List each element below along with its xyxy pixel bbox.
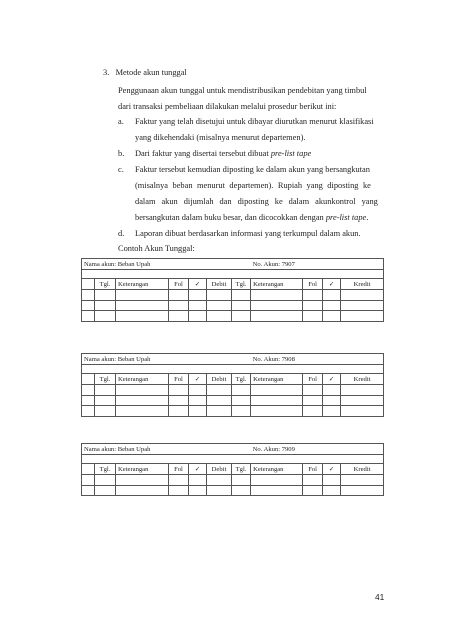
- entry-cell: [323, 300, 341, 311]
- empty-entry-row: [82, 290, 384, 301]
- entry-cell: [189, 395, 207, 406]
- entry-cell: [341, 300, 384, 311]
- col-header: Debit: [207, 279, 232, 290]
- col-header: Kredit: [341, 464, 384, 475]
- column-header-row: [82, 464, 384, 475]
- entry-cell: [82, 311, 95, 322]
- col-header: Tgl.: [95, 374, 116, 385]
- entry-cell: [169, 485, 189, 496]
- entry-cell: [95, 311, 116, 322]
- entry-cell: [207, 290, 232, 301]
- entry-cell: [95, 395, 116, 406]
- col-header: Keterangan: [251, 279, 303, 290]
- account-table: [81, 353, 384, 417]
- entry-cell: [251, 475, 303, 486]
- entry-cell: [323, 290, 341, 301]
- entry-cell: [189, 300, 207, 311]
- entry-cell: [207, 300, 232, 311]
- section-heading: [103, 67, 187, 78]
- entry-cell: [116, 485, 169, 496]
- col-header: Debit: [207, 374, 232, 385]
- spacer-row: [82, 365, 384, 374]
- entry-cell: [303, 290, 323, 301]
- account-name: Nama akun: Beban Upah: [82, 354, 251, 365]
- entry-cell: [303, 395, 323, 406]
- entry-cell: [169, 311, 189, 322]
- empty-entry-row: [82, 395, 384, 406]
- col-header: ✓: [323, 374, 341, 385]
- col-header: Tgl.: [232, 279, 251, 290]
- col-header: Tgl.: [95, 279, 116, 290]
- entry-cell: [303, 406, 323, 417]
- entry-cell: [169, 300, 189, 311]
- col-header: Kredit: [341, 374, 384, 385]
- entry-cell: [95, 406, 116, 417]
- entry-cell: [251, 485, 303, 496]
- entry-cell: [169, 395, 189, 406]
- entry-cell: [82, 475, 95, 486]
- entry-cell: [323, 385, 341, 396]
- entry-cell: [189, 385, 207, 396]
- entry-cell: [232, 406, 251, 417]
- empty-entry-row: [82, 475, 384, 486]
- entry-cell: [116, 475, 169, 486]
- col-header: Fol: [169, 374, 189, 385]
- entry-cell: [169, 385, 189, 396]
- entry-cell: [82, 395, 95, 406]
- empty-entry-row: [82, 406, 384, 417]
- entry-cell: [251, 406, 303, 417]
- entry-cell: [207, 475, 232, 486]
- step-a-line-2: yang dikehendaki (misalnya menurut departemen).: [135, 133, 306, 142]
- step-c-line-4-italic: pre-list tape: [325, 213, 367, 222]
- col-header: Fol: [303, 464, 323, 475]
- step-c-line-4: [135, 212, 368, 223]
- account-name: Nama akun: Beban Upah: [82, 444, 251, 455]
- entry-cell: [251, 385, 303, 396]
- col-header: ✓: [189, 279, 207, 290]
- step-c-line-1: Faktur tersebut kemudian diposting ke dalam akun yang bersangkutan: [135, 165, 370, 174]
- entry-cell: [323, 485, 341, 496]
- step-d-text: Laporan dibuat berdasarkan informasi yang terkumpul dalam akun.: [135, 229, 361, 238]
- entry-cell: [341, 485, 384, 496]
- entry-cell: [323, 395, 341, 406]
- entry-cell: [341, 311, 384, 322]
- col-header: Fol: [303, 279, 323, 290]
- entry-cell: [207, 311, 232, 322]
- entry-cell: [232, 290, 251, 301]
- col-header: ✓: [323, 279, 341, 290]
- section-number: 3.: [103, 68, 110, 77]
- entry-cell: [341, 475, 384, 486]
- entry-cell: [207, 395, 232, 406]
- entry-cell: [189, 290, 207, 301]
- entry-cell: [232, 485, 251, 496]
- step-c-line-4-plain: bersangkutan dalam buku besar, dan dicocokkan dengan: [135, 213, 326, 222]
- entry-cell: [189, 475, 207, 486]
- page-number: 41: [375, 592, 385, 602]
- entry-cell: [341, 395, 384, 406]
- entry-cell: [303, 385, 323, 396]
- entry-cell: [232, 395, 251, 406]
- entry-cell: [169, 290, 189, 301]
- entry-cell: [251, 311, 303, 322]
- col-header: Keterangan: [251, 374, 303, 385]
- entry-cell: [341, 406, 384, 417]
- entry-cell: [303, 485, 323, 496]
- empty-entry-row: [82, 300, 384, 311]
- entry-cell: [82, 300, 95, 311]
- empty-entry-row: [82, 385, 384, 396]
- entry-cell: [116, 385, 169, 396]
- col-header: Keterangan: [116, 374, 169, 385]
- col-header: Kredit: [341, 279, 384, 290]
- step-a-line-1: Faktur yang telah disetujui untuk dibayar diurutkan menurut klasifikasi: [135, 117, 374, 126]
- entry-cell: [95, 290, 116, 301]
- entry-cell: [116, 406, 169, 417]
- spacer-row: [82, 455, 384, 464]
- entry-cell: [82, 290, 95, 301]
- entry-cell: [303, 300, 323, 311]
- entry-cell: [82, 385, 95, 396]
- col-header: Tgl.: [95, 464, 116, 475]
- entry-cell: [341, 290, 384, 301]
- entry-cell: [323, 475, 341, 486]
- account-number: No. Akun: 7908: [251, 354, 384, 365]
- col-header: Fol: [303, 374, 323, 385]
- entry-cell: [95, 300, 116, 311]
- entry-cell: [189, 311, 207, 322]
- account-number: No. Akun: 7909: [251, 444, 384, 455]
- entry-cell: [303, 475, 323, 486]
- entry-cell: [207, 485, 232, 496]
- entry-cell: [116, 395, 169, 406]
- step-c-line-3: dalam akun dijumlah dan diposting ke dalam akunkontrol yang: [135, 197, 378, 206]
- step-a-marker: a.: [118, 117, 124, 126]
- col-header: Tgl.: [232, 464, 251, 475]
- section-title: Metode akun tunggal: [115, 68, 187, 77]
- entry-cell: [116, 300, 169, 311]
- entry-cell: [95, 485, 116, 496]
- account-table: [81, 258, 384, 322]
- entry-cell: [232, 300, 251, 311]
- entry-cell: [207, 406, 232, 417]
- step-b-plain: Dari faktur yang disertai tersebut dibuat: [135, 149, 271, 158]
- step-b-text: [135, 148, 311, 159]
- indent-cell: [82, 464, 95, 475]
- step-c-line-2: (misalnya beban menurut departemen). Rupiah yang diposting ke: [135, 181, 371, 190]
- entry-cell: [232, 475, 251, 486]
- account-table: [81, 443, 384, 496]
- entry-cell: [116, 290, 169, 301]
- step-b-italic: pre-list tape: [270, 149, 312, 158]
- entry-cell: [82, 485, 95, 496]
- entry-cell: [169, 475, 189, 486]
- empty-entry-row: [82, 311, 384, 322]
- entry-cell: [116, 311, 169, 322]
- entry-cell: [251, 300, 303, 311]
- entry-cell: [95, 385, 116, 396]
- step-d-marker: d.: [118, 229, 125, 238]
- column-header-row: [82, 374, 384, 385]
- step-b-marker: b.: [118, 149, 125, 158]
- account-name: Nama akun: Beban Upah: [82, 259, 251, 270]
- entry-cell: [323, 406, 341, 417]
- col-header: ✓: [323, 464, 341, 475]
- entry-cell: [323, 311, 341, 322]
- intro-line-1: Penggunaan akun tunggal untuk mendistribusikan pendebitan yang timbul: [118, 86, 367, 95]
- col-header: Keterangan: [116, 464, 169, 475]
- col-header: ✓: [189, 374, 207, 385]
- entry-cell: [303, 311, 323, 322]
- entry-cell: [251, 290, 303, 301]
- entry-cell: [169, 406, 189, 417]
- entry-cell: [251, 395, 303, 406]
- col-header: Keterangan: [116, 279, 169, 290]
- entry-cell: [189, 485, 207, 496]
- example-label: Contoh Akun Tunggal:: [118, 244, 195, 253]
- indent-cell: [82, 279, 95, 290]
- entry-cell: [207, 385, 232, 396]
- entry-cell: [232, 385, 251, 396]
- column-header-row: [82, 279, 384, 290]
- intro-line-2: dari transaksi pembeliaan dilakukan melalui prosedur berikut ini:: [118, 102, 337, 111]
- col-header: Fol: [169, 464, 189, 475]
- empty-entry-row: [82, 485, 384, 496]
- col-header: Tgl.: [232, 374, 251, 385]
- account-number: No. Akun: 7907: [251, 259, 384, 270]
- entry-cell: [341, 385, 384, 396]
- col-header: Keterangan: [251, 464, 303, 475]
- entry-cell: [82, 406, 95, 417]
- col-header: Fol: [169, 279, 189, 290]
- spacer-row: [82, 270, 384, 279]
- step-c-marker: c.: [118, 165, 124, 174]
- col-header: ✓: [189, 464, 207, 475]
- entry-cell: [95, 475, 116, 486]
- indent-cell: [82, 374, 95, 385]
- entry-cell: [189, 406, 207, 417]
- col-header: Debit: [207, 464, 232, 475]
- entry-cell: [232, 311, 251, 322]
- step-c-line-4-end: .: [366, 213, 369, 222]
